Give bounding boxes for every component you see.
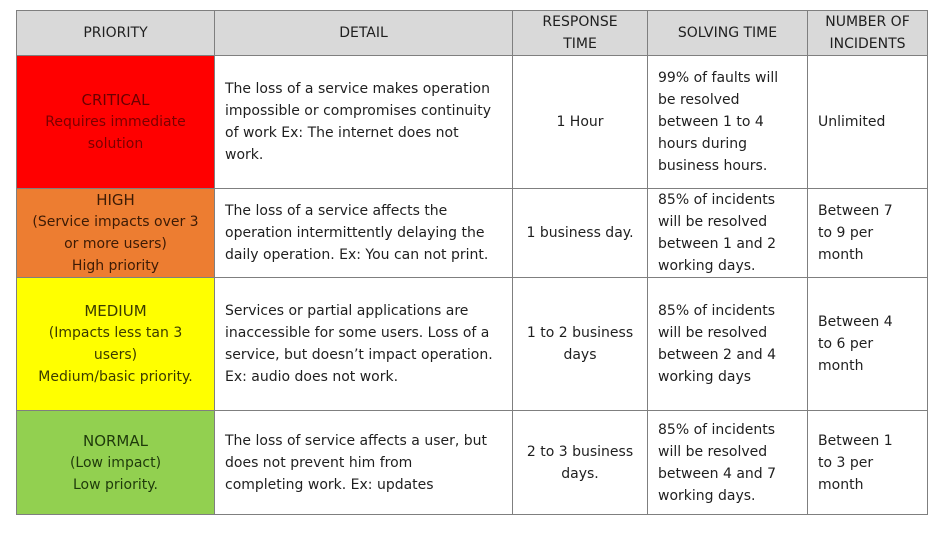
priority-cell-medium: MEDIUM (Impacts less tan 3 users) Medium/basic priority. [17,278,215,411]
table-row-critical [17,56,928,189]
solving-time-cell: 85% of incidents will be resolved between 1 and 2 working days. [648,189,808,278]
table-row-high [17,189,928,278]
solving-time-cell: 85% of incidents will be resolved between 4 and 7 working days. [648,411,808,515]
header-priority: PRIORITY [17,11,215,56]
solving-time-cell: 99% of faults will be resolved between 1 to 4 hours during business hours. [648,56,808,189]
priority-level: HIGH [96,191,135,209]
response-time-cell: 1 Hour [513,56,648,189]
response-time-cell: 1 business day. [513,189,648,278]
header-row [17,11,928,56]
priority-level: NORMAL [82,431,148,450]
table-row-normal [17,411,928,515]
detail-cell: Services or partial applications are inaccessible for some users. Loss of a service, but doesn’t impact operation. Ex: audio does not work. [215,278,513,411]
response-time-cell: 2 to 3 business days. [513,411,648,515]
detail-cell: The loss of service affects a user, but does not prevent him from completing work. Ex: updates [215,411,513,515]
incidents-cell: Between 7 to 9 per month [808,189,928,278]
header-detail: DETAIL [215,11,513,56]
detail-cell: The loss of a service makes operation impossible or compromises continuity of work Ex: The internet does not work. [215,56,513,189]
incidents-cell: Between 1 to 3 per month [808,411,928,515]
solving-time-cell: 85% of incidents will be resolved between 2 and 4 working days [648,278,808,411]
header-solving-time: SOLVING TIME [648,11,808,56]
priority-cell-critical: CRITICAL Requires immediate solution [17,56,215,189]
priority-cell-normal: NORMAL (Low impact) Low priority. [17,411,215,515]
header-response-time: RESPONSE TIME [513,11,648,56]
incidents-cell: Unlimited [808,56,928,189]
table-row-medium [17,278,928,411]
priority-cell-high: HIGH (Service impacts over 3 or more users) High priority [17,189,215,278]
priority-level: MEDIUM [84,302,147,320]
response-time-cell: 1 to 2 business days [513,278,648,411]
incidents-cell: Between 4 to 6 per month [808,278,928,411]
priority-level: CRITICAL [81,91,150,109]
detail-cell: The loss of a service affects the operation intermittently delaying the daily operation. Ex: You can not print. [215,189,513,278]
incident-priority-table [16,10,928,515]
header-number-of-incidents: NUMBER OF INCIDENTS [808,11,928,56]
